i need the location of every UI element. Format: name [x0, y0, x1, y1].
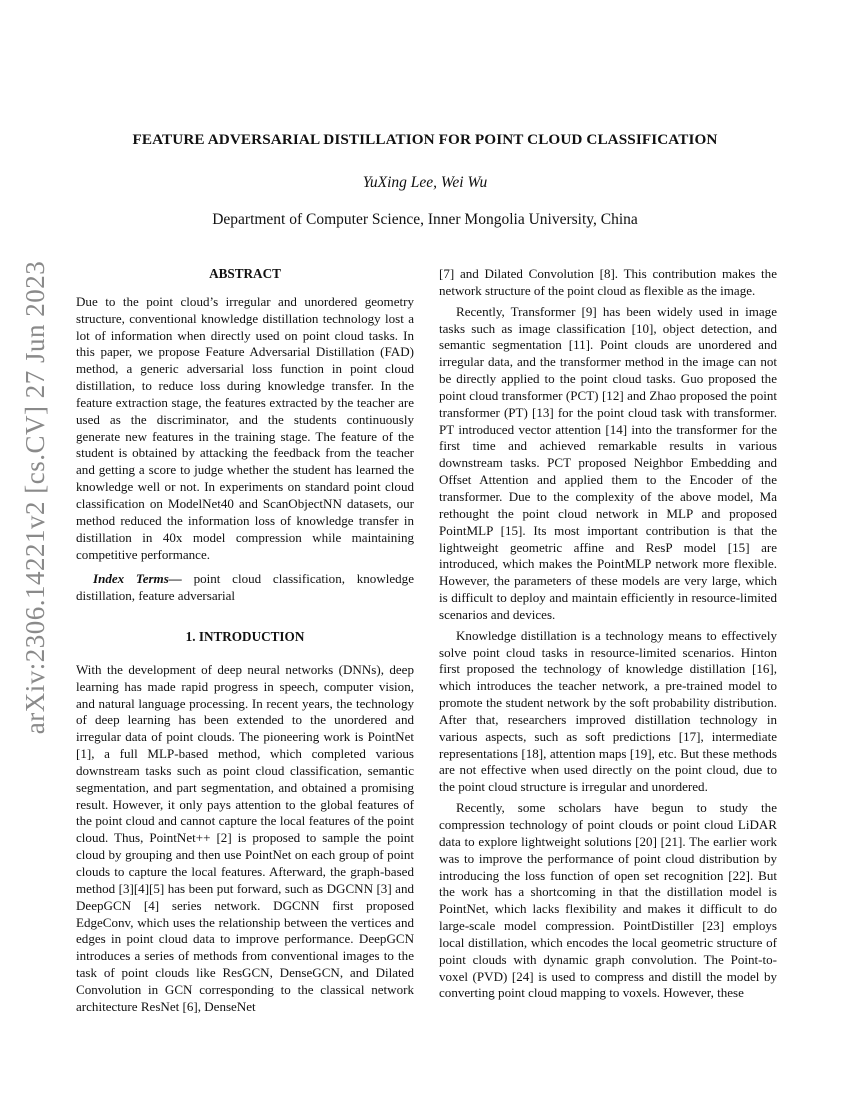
intro-paragraph-3: Knowledge distillation is a technology means to effectively solve point cloud tasks in resource-limited scenarios. Hinton first proposed the technology of knowledge distillation [16], which introduces the teacher network, a pre-trained model to promote the student network by the soft probability distribution. After that, researchers improved distillation technology in various aspects, such as soft predictions [17], intermediate representations [18], attention maps [19], etc. But these methods are not effective when used directly on the point cloud, due to the point cloud structure is irregular and unordered. — [439, 627, 777, 795]
index-terms — [76, 571, 414, 605]
intro-paragraph-4: Recently, some scholars have begun to study the compression technology of point clouds or point cloud LiDAR data to explore lightweight solutions [20] [21]. The earlier work was to improve the performance of point cloud distribution by introducing the loss function of open set recognition [22]. But the work has a shortcoming in that the distillation model is PointNet, which lacks flexibility and makes it difficult to do large-scale model compression. PointDistiller [23] employs local distillation, which encodes the local geometric structure of point clouds with dynamic graph convolution. The Point-to-voxel (PVD) [24] is used to compress and distill the model by converting point cloud mapping to voxels. However, these — [439, 800, 777, 1001]
intro-paragraph-2: Recently, Transformer [9] has been widely used in image tasks such as image classification [10], object detection, and semantic segmentation [11]. Point clouds are unordered and irregular data, and the transformer method in the image can not be directly applied to the point cloud tasks. Guo proposed the point cloud transformer (PCT) [12] and Zhao proposed the point transformer (PT) [13] for the point cloud task with transformer. PT introduced vector attention [14] into the transformer for the first time and achieved remarkable results in various downstream tasks. PCT proposed Neighbor Embedding and Offset Attention and applied them to the Encoder of the transformer. Due to the complexity of the above model, Ma rethought the point cloud network in MLP and proposed PointMLP [15]. Its most important contribution is that the lightweight geometric affine and ResP model [15] are introduced, which makes the PointMLP network more flexible. However, the parameters of these models are very large, which is difficult to deploy and maintain efficiently in resource-limited scenarios and devices. — [439, 303, 777, 622]
right-column — [439, 266, 777, 1002]
abstract-heading: ABSTRACT — [209, 266, 281, 281]
intro-paragraph-1-continued: [7] and Dilated Convolution [8]. This contribution makes the network structure of the point cloud as flexible as the image. — [439, 266, 777, 298]
introduction-heading: 1. INTRODUCTION — [185, 629, 305, 645]
index-terms-text: point cloud classification, knowledge distillation, feature adversarial — [76, 571, 414, 604]
paper-authors: YuXing Lee, Wei Wu — [362, 174, 488, 191]
left-column — [76, 266, 414, 1016]
abstract-text: Due to the point cloud’s irregular and unordered geometry structure, conventional knowledge distillation technology lost a lot of information when directly used on point cloud tasks. In this paper, we propose Feature Adversarial Distillation (FAD) method, a generic adversarial loss function in point cloud distillation, to reduce loss during knowledge transfer. In the feature extraction stage, the features extracted by the teacher are used as the discriminator, and the students continuously generate new features in the training stage. The feature of the student is obtained by attacking the feedback from the teacher and getting a score to judge whether the student has learned the knowledge well or not. In experiments on standard point cloud classification on ModelNet40 and ScanObjectNN datasets, our method reduced the information loss of knowledge transfer in distillation in 40x model compression while maintaining competitive performance. — [76, 293, 414, 562]
paper-affiliation: Department of Computer Science, Inner Mongolia University, China — [212, 211, 638, 228]
index-terms-label: Index Terms— — [93, 571, 182, 587]
paper-title: FEATURE ADVERSARIAL DISTILLATION FOR POINT CLOUD CLASSIFICATION — [132, 131, 718, 148]
intro-paragraph-1: With the development of deep neural networks (DNNs), deep learning has made rapid progress in speech, computer vision, and natural language processing. In recent years, the technology of deep learning has been extended to the unordered and irregular data of point clouds. The pioneering work is PointNet [1], a full MLP-based method, which completed various downstream tasks such as point cloud classification, semantic segmentation, and part segmentation, and obtained a promising result. However, it only pays attention to the global features of the point cloud and cannot capture the local features of the point cloud. Thus, PointNet++ [2] is proposed to sample the point cloud by grouping and then use PointNet on each group of point clouds to capture the local features. Afterward, the graph-based method [3][4][5] has been put forward, such as DGCNN [3] and DeepGCN [4] series network. DGCNN first proposed EdgeConv, which uses the relationship between the vertices and edges in point cloud data to improve performance. DeepGCN introduces a series of methods from conventional images to the task of point clouds like ResGCN, DenseGCN, and Dilated Convolution in GCN corresponding to the classical network architecture ResNet [6], DenseNet — [76, 661, 414, 1014]
arxiv-identifier-text: arXiv:2306.14221v2 [cs.CV] 27 Jun 2023 — [20, 260, 51, 734]
arxiv-identifier-stamp — [6, 260, 66, 734]
